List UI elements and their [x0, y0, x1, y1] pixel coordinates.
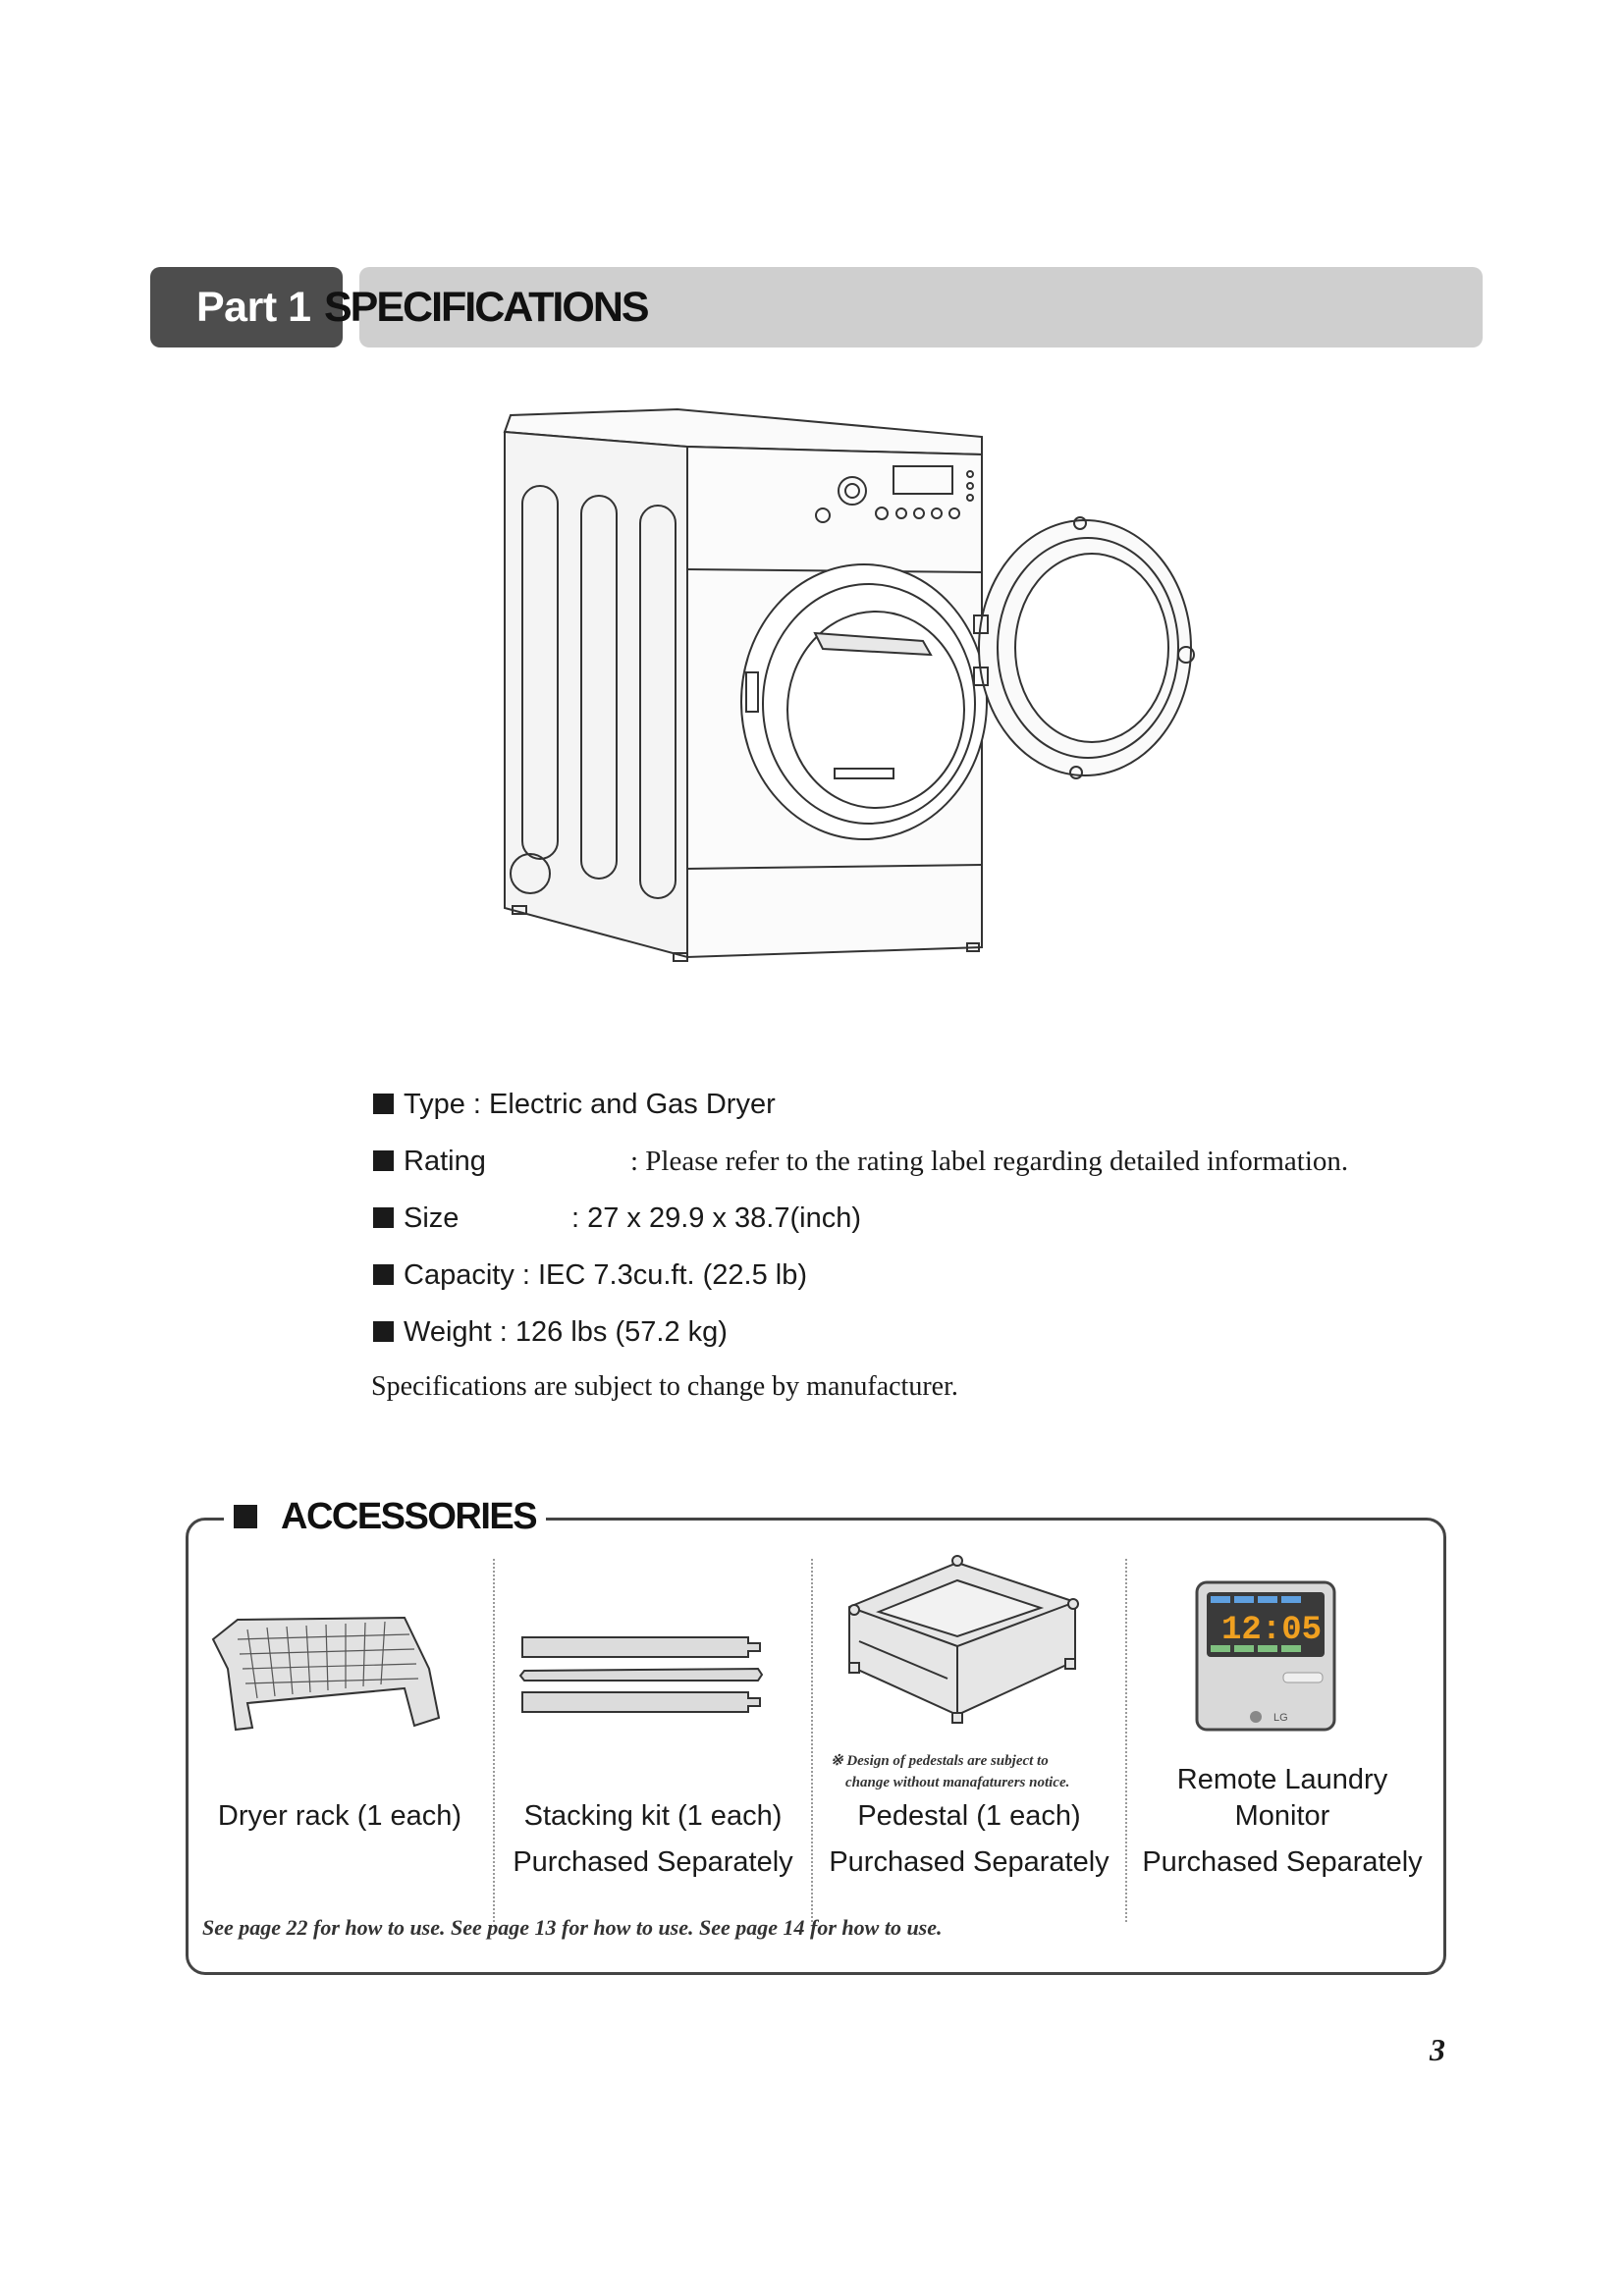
accessories-title: ACCESSORIES [281, 1495, 537, 1537]
spec-rating: Rating : Please refer to the rating label regarding detailed information. [371, 1133, 1451, 1190]
pedestal-design-note: ※ Design of pedestals are subject to change without manafaturers notice. [831, 1753, 1070, 1790]
spec-type: Type : Electric and Gas Dryer [371, 1076, 1451, 1133]
stacking-kit-image [513, 1629, 772, 1728]
remote-monitor-image [1193, 1578, 1340, 1735]
accessory-remote-monitor: Remote Laundry Monitor Purchased Separately [1142, 1764, 1423, 1878]
square-bullet-icon [234, 1505, 257, 1528]
pedestal-image [839, 1553, 1085, 1725]
specifications-list [371, 1076, 1451, 1361]
dryer-rack-image [208, 1610, 444, 1742]
square-bullet-icon [373, 1264, 394, 1285]
page-title: SPECIFICATIONS [324, 284, 648, 331]
spec-size: Size : 27 x 29.9 x 38.7(inch) [371, 1190, 1451, 1247]
column-divider [493, 1559, 495, 1922]
lg-brand-text: LG [1273, 1712, 1288, 1724]
column-divider [1125, 1559, 1127, 1922]
spec-disclaimer: Specifications are subject to change by manufacturer. [371, 1371, 958, 1402]
accessories-heading [224, 1487, 546, 1546]
accessory-stacking-kit: Stacking kit (1 each) Purchased Separately [513, 1800, 793, 1878]
column-divider [811, 1559, 813, 1922]
spec-weight: Weight : 126 lbs (57.2 kg) [371, 1304, 1451, 1361]
dryer-illustration [491, 398, 1227, 977]
page-number: 3 [1430, 2032, 1445, 2067]
square-bullet-icon [373, 1150, 394, 1171]
spec-capacity: Capacity : IEC 7.3cu.ft. (22.5 lb) [371, 1247, 1451, 1304]
monitor-display-time: 12:05 [1220, 1612, 1323, 1649]
part-label: Part 1 [196, 284, 311, 331]
square-bullet-icon [373, 1207, 394, 1228]
accessory-dryer-rack: Dryer rack (1 each) [217, 1800, 462, 1832]
accessory-pedestal: Pedestal (1 each) Purchased Separately [829, 1800, 1110, 1878]
square-bullet-icon [373, 1094, 394, 1114]
square-bullet-icon [373, 1321, 394, 1342]
accessories-page-references: See page 22 for how to use. See page 13 for how to use. See page 14 for how to use. [202, 1915, 943, 1940]
